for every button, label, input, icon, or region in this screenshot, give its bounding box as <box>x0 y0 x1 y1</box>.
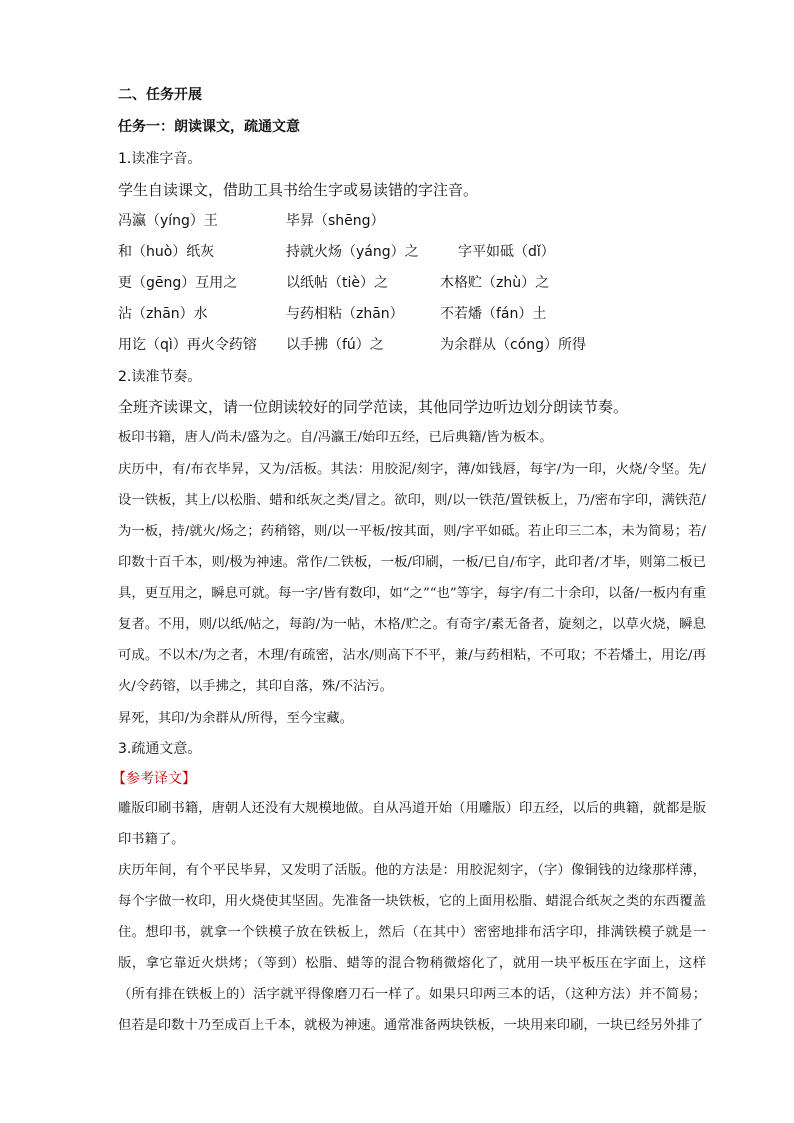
translation-paragraph: 庆历年间，有个平民毕昇，又发明了活版。他的方法是：用胶泥刻字，（字）像铜钱的边缘那样薄，每个字做一枚印，用火烧使其坚固。先准备一块铁板，它的上面用松脂、蜡混合纸灰之类的东西覆盖住。想印书，就拿一个铁模子放在铁板上，然后（在其中）密密地排布活字印，排满铁模子就是一版，拿它靠近火烘烤；（等到）松脂、蜡等的混合物稍微熔化了，就用一块平板压在字面上，这样（所有排在铁板上的）活字就平得像磨刀石一样了。如果只印两三本的话，（这种方法）并不简易；但若是印数十乃至成百上千本，就极为神速。通常准备两块铁板，一块用来印刷，一块已经另外排了 <box>118 863 706 1033</box>
step-2-heading: 2.读准节奏。 <box>118 369 202 385</box>
vocab-item: 以纸帖（tiè）之 <box>286 275 388 291</box>
vocab-item: 以手拂（fú）之 <box>286 337 384 353</box>
reference-translation-label: 【参考译文】 <box>112 771 196 787</box>
vocab-item: 为余群从（cóng）所得 <box>440 337 587 353</box>
rhythm-paragraph: 板印书籍，唐人/尚未/盛为之。自/冯瀛王/始印五经，已后典籍/皆为板本。 <box>118 430 553 445</box>
step-2-description: 全班齐读课文，请一位朗读较好的同学范读，其他同学边听边划分朗读节奏。 <box>118 398 629 416</box>
step-1-heading: 1.读准字音。 <box>118 151 202 167</box>
vocab-item: 与药相粘（zhān） <box>286 306 404 322</box>
vocab-item: 毕昇（shēng） <box>286 213 385 229</box>
vocab-item: 用讫（qì）再火令药镕 <box>118 337 257 353</box>
vocab-item: 冯瀛（yíng）王 <box>118 213 218 229</box>
vocab-item: 木格贮（zhù）之 <box>440 275 550 291</box>
vocab-item: 更（gēng）互用之 <box>118 275 238 291</box>
vocab-item: 和（huò）纸灰 <box>118 244 215 260</box>
section-title: 二、任务开展 <box>118 87 202 103</box>
vocab-item: 不若燔（fán）土 <box>440 306 547 322</box>
vocab-item: 字平如砥（dǐ） <box>458 244 555 260</box>
step-3-heading: 3.疏通文意。 <box>118 741 202 757</box>
vocab-item: 持就火炀（yáng）之 <box>286 244 419 260</box>
step-1-description: 学生自读课文，借助工具书给生字或易读错的字注音。 <box>118 181 479 199</box>
translation-paragraph: 雕版印刷书籍，唐朝人还没有大规模地做。自从冯道开始（用雕版）印五经，以后的典籍，就都是版印书籍了。 <box>118 801 706 847</box>
vocab-item: 沾（zhān）水 <box>118 306 208 322</box>
rhythm-paragraph: 庆历中，有/布衣毕昇，又为/活板。其法：用胶泥/刻字，薄/如钱唇，每字/为一印，火烧/令坚。先/设一铁板，其上/以松脂、蜡和纸灰之类/冒之。欲印，则/以一铁范/置铁板上，乃/密布字印，满铁范/为一板，持/就火/炀之；药稍镕，则/以一平板/按其面，则/字平如砥。若止印三二本，未为简易；若/印数十百千本，则/极为神速。常作/二铁板，一板/印刷，一板/已自/布字，此印者/才毕，则第二板已具，更互用之，瞬息可就。每一字/皆有数印，如“之”“也”等字，每字/有二十余印，以备/一板内有重复者。不用，则/以纸/帖之，每韵/为一帖，木格/贮之。有奇字/素无备者，旋刻之，以草火烧，瞬息可成。不以木/为之者，木理/有疏密，沾水/则高下不平，兼/与药相粘，不可取；不若燔土，用讫/再火/令药镕，以手拂之，其印自落，殊/不沾污。 <box>118 462 706 694</box>
rhythm-paragraph: 昇死，其印/为余群从/所得，至今宝藏。 <box>118 711 354 726</box>
task-title: 任务一：朗读课文，疏通文意 <box>118 119 300 135</box>
